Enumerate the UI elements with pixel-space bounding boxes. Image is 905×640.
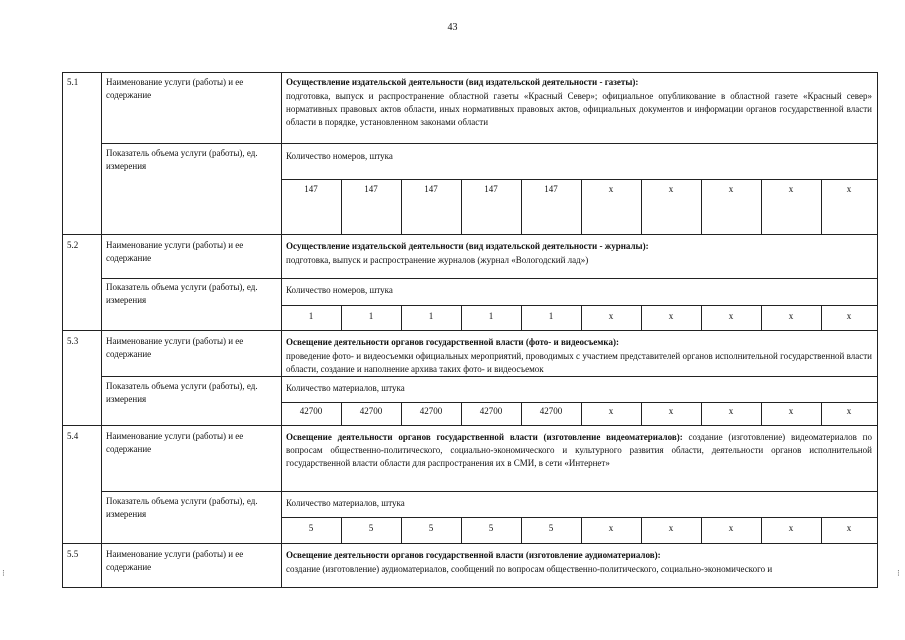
row-number: 5.1 bbox=[67, 77, 79, 87]
values-top bbox=[281, 402, 877, 403]
value-cell: 5 bbox=[548, 523, 554, 533]
value-cell: 147 bbox=[484, 184, 498, 194]
value-cell: 147 bbox=[304, 184, 318, 194]
value-cell: 147 bbox=[424, 184, 438, 194]
value-cell: х bbox=[728, 406, 734, 416]
service-name-label: Наименование услуги (работы) и ее содержание bbox=[106, 336, 244, 359]
sub-separator bbox=[101, 143, 877, 144]
services-table bbox=[62, 72, 878, 588]
value-cell: х bbox=[608, 311, 614, 321]
service-title: Освещение деятельности органов государственной власти (фото- и видеосъемка): bbox=[286, 337, 619, 347]
sub-separator bbox=[101, 376, 877, 377]
values-top bbox=[281, 305, 877, 306]
margin-mark-left: ⁝ bbox=[2, 568, 5, 578]
sub-separator bbox=[101, 491, 877, 492]
value-cell: 1 bbox=[488, 311, 494, 321]
row-number: 5.4 bbox=[67, 431, 79, 441]
service-name-label: Наименование услуги (работы) и ее содержание bbox=[106, 240, 244, 263]
value-cell: х bbox=[846, 184, 852, 194]
row-number: 5.3 bbox=[67, 336, 79, 346]
row-separator bbox=[63, 425, 877, 426]
col-separator bbox=[101, 73, 102, 587]
value-cell: х bbox=[846, 523, 852, 533]
row-separator bbox=[63, 543, 877, 544]
indicator-unit: Количество номеров, штука bbox=[286, 151, 393, 161]
value-cell: 5 bbox=[368, 523, 374, 533]
value-cell: 5 bbox=[488, 523, 494, 533]
row-separator bbox=[63, 234, 877, 235]
value-cell: х bbox=[846, 311, 852, 321]
value-cell: 42700 bbox=[479, 406, 503, 416]
value-cell: х bbox=[668, 523, 674, 533]
indicator-label: Показатель объема услуги (работы), ед. измерения bbox=[106, 496, 258, 519]
value-cell: 1 bbox=[308, 311, 314, 321]
service-title: Освещение деятельности органов государственной власти (изготовление видеоматериалов): bbox=[286, 432, 683, 442]
value-cell: х bbox=[668, 311, 674, 321]
value-cell: х bbox=[788, 406, 794, 416]
indicator-label: Показатель объема услуги (работы), ед. измерения bbox=[106, 381, 258, 404]
value-cell: х bbox=[668, 184, 674, 194]
service-description: подготовка, выпуск и распространение журналов (журнал «Вологодский лад») bbox=[286, 255, 589, 265]
value-cell: 147 bbox=[544, 184, 558, 194]
service-description: создание (изготовление) аудиоматериалов, сообщений по вопросам общественно-политического, социально-экономического и bbox=[286, 564, 773, 574]
value-cell: х bbox=[668, 406, 674, 416]
row-number: 5.2 bbox=[67, 240, 79, 250]
indicator-unit: Количество материалов, штука bbox=[286, 498, 405, 508]
value-cell: 1 bbox=[368, 311, 374, 321]
indicator-label: Показатель объема услуги (работы), ед. измерения bbox=[106, 282, 258, 305]
value-cell: х bbox=[846, 406, 852, 416]
value-cell: 42700 bbox=[299, 406, 323, 416]
service-description: подготовка, выпуск и распространение областной газеты «Красный Север»; официальное опубликование в областной газете «Красный север» нормативных правовых актов области, иных нормативных правовых актов, официальных документов и информации органов государственной власти области в порядке, установленном законами области bbox=[286, 91, 872, 127]
values-top bbox=[281, 517, 877, 518]
value-cell: 1 bbox=[428, 311, 434, 321]
service-name-label: Наименование услуги (работы) и ее содержание bbox=[106, 549, 244, 572]
value-cell: х bbox=[608, 406, 614, 416]
value-cell: 42700 bbox=[419, 406, 443, 416]
value-cell: 5 bbox=[308, 523, 314, 533]
service-name-label: Наименование услуги (работы) и ее содержание bbox=[106, 431, 244, 454]
value-cell: х bbox=[788, 311, 794, 321]
value-cell: х bbox=[728, 523, 734, 533]
service-title: Осуществление издательской деятельности (вид издательской деятельности - журналы): bbox=[286, 241, 649, 251]
value-cell: х bbox=[608, 184, 614, 194]
page-number: 43 bbox=[447, 22, 458, 33]
value-cell: 42700 bbox=[359, 406, 383, 416]
value-cell: х bbox=[608, 523, 614, 533]
value-cell: х bbox=[728, 184, 734, 194]
value-cell: х bbox=[728, 311, 734, 321]
service-title: Освещение деятельности органов государственной власти (изготовление аудиоматериалов): bbox=[286, 550, 661, 560]
value-cell: х bbox=[788, 523, 794, 533]
col-separator bbox=[281, 73, 282, 587]
value-cell: 42700 bbox=[539, 406, 563, 416]
value-cell: 1 bbox=[548, 311, 554, 321]
indicator-unit: Количество материалов, штука bbox=[286, 383, 405, 393]
sub-separator bbox=[101, 278, 877, 279]
service-description: проведение фото- и видеосъемки официальных мероприятий, проводимых с участием представителей органов исполнительной государственной власти области, создание и наполнение архива таких фото- и видеосъемок bbox=[286, 351, 872, 374]
service-description: создание (изготовление) видеоматериалов по вопросам общественно-политического, социально-экономического и культурного развития области, деятельности органов исполнительной государственной власти области для распространения их в СМИ, в сети «Интернет» bbox=[286, 432, 872, 468]
value-cell: 5 bbox=[428, 523, 434, 533]
row-separator bbox=[63, 330, 877, 331]
value-cell: 147 bbox=[364, 184, 378, 194]
indicator-label: Показатель объема услуги (работы), ед. измерения bbox=[106, 148, 258, 171]
row-number: 5.5 bbox=[67, 549, 79, 559]
service-name-label: Наименование услуги (работы) и ее содержание bbox=[106, 77, 244, 100]
indicator-unit: Количество номеров, штука bbox=[286, 285, 393, 295]
margin-mark-right: ⁝ bbox=[897, 568, 900, 578]
service-title: Осуществление издательской деятельности (вид издательской деятельности - газеты): bbox=[286, 77, 639, 87]
value-cell: х bbox=[788, 184, 794, 194]
service-text bbox=[286, 431, 872, 470]
values-top bbox=[281, 179, 877, 180]
